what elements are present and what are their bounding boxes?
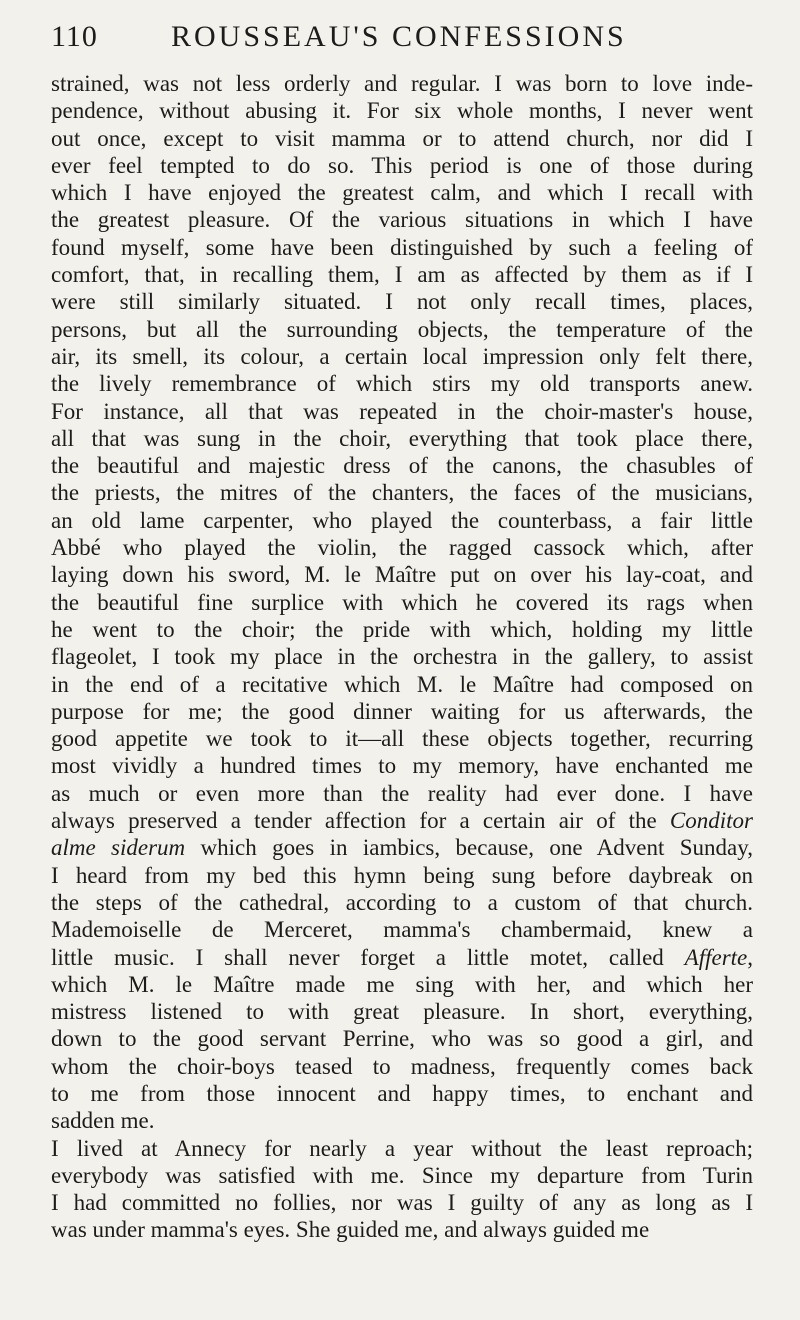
- page-number: 110: [51, 20, 98, 53]
- text-line: everybody was satisfied with me. Since my departure from Turin: [51, 1162, 753, 1188]
- text-line: down to the good servant Perrine, who was so good a girl, and: [51, 1026, 753, 1052]
- text-line: out once, except to visit mamma or to attend church, nor did I: [51, 125, 753, 151]
- text-line: ever feel tempted to do so. This period is one of those during: [51, 152, 753, 178]
- text-line: comfort, that, in recalling them, I am as affected by them as if I: [51, 262, 753, 288]
- italic-title: Afferte: [684, 944, 748, 970]
- text-line: he went to the choir; the pride with which, holding my little: [51, 616, 753, 642]
- text-line: found myself, some have been distinguished by such a feeling of: [51, 234, 753, 260]
- text-line: strained, was not less orderly and regular. I was born to love inde-: [51, 71, 753, 96]
- text-line: flageolet, I took my place in the orchestra in the gallery, to assist: [51, 644, 753, 670]
- text-line: sadden me.: [51, 1108, 155, 1134]
- text-line: the beautiful fine surplice with which he covered its rags when: [51, 589, 753, 615]
- text-line: air, its smell, its colour, a certain local impression only felt there,: [51, 343, 753, 369]
- text-line: [51, 944, 753, 971]
- text-line: the greatest pleasure. Of the various situations in which I have: [51, 207, 753, 233]
- text-segment: ,: [747, 944, 753, 970]
- text-segment: which goes in iambics, because, one Advent Sunday,: [185, 835, 753, 861]
- text-line: the beautiful and majestic dress of the canons, the chasubles of: [51, 453, 753, 479]
- text-line: in the end of a recitative which M. le Maître had composed on: [51, 671, 753, 697]
- text-line: Abbé who played the violin, the ragged cassock which, after: [51, 535, 753, 561]
- italic-title: alme siderum: [51, 835, 186, 861]
- page-header: [51, 18, 753, 58]
- text-line: I had committed no follies, nor was I guilty of any as long as I: [51, 1190, 753, 1216]
- text-line: mistress listened to with great pleasure. In short, everything,: [51, 999, 753, 1025]
- text-line: Mademoiselle de Merceret, mamma's chambermaid, knew a: [51, 917, 753, 943]
- text-segment: always preserved a tender affection for a certain air of the: [51, 808, 670, 834]
- text-line: to me from those innocent and happy times, to enchant and: [51, 1080, 753, 1106]
- text-line: I heard from my bed this hymn being sung before daybreak on: [51, 862, 753, 888]
- text-segment: little music. I shall never forget a little motet, called: [51, 944, 685, 970]
- text-line: persons, but all the surrounding objects, the temperature of the: [51, 316, 753, 342]
- italic-title: Conditor: [669, 808, 753, 834]
- text-line: good appetite we took to it—all these objects together, recurring: [51, 726, 753, 752]
- text-line: an old lame carpenter, who played the counterbass, a fair little: [51, 507, 753, 533]
- text-line: which I have enjoyed the greatest calm, and which I recall with: [51, 180, 753, 206]
- text-line: I lived at Annecy for nearly a year without the least reproach;: [51, 1135, 753, 1161]
- text-line: the lively remembrance of which stirs my old transports anew.: [51, 371, 753, 397]
- book-page: [51, 18, 753, 1298]
- text-line: laying down his sword, M. le Maître put on over his lay-coat, and: [51, 562, 753, 588]
- text-line: whom the choir-boys teased to madness, frequently comes back: [51, 1053, 753, 1079]
- text-line: [51, 807, 753, 834]
- text-line: was under mamma's eyes. She guided me, and always guided me: [51, 1217, 650, 1243]
- text-line: most vividly a hundred times to my memory, have enchanted me: [51, 753, 753, 779]
- running-head: ROUSSEAU'S CONFESSIONS: [171, 20, 627, 53]
- text-line: which M. le Maître made me sing with her, and which her: [51, 971, 753, 997]
- body-text: [51, 70, 753, 1244]
- text-line: the steps of the cathedral, according to a custom of that church.: [51, 889, 753, 915]
- text-line: pendence, without abusing it. For six whole months, I never went: [51, 98, 753, 124]
- text-line: purpose for me; the good dinner waiting for us afterwards, the: [51, 698, 753, 724]
- text-line: For instance, all that was repeated in the choir-master's house,: [51, 398, 753, 424]
- text-line: were still similarly situated. I not only recall times, places,: [51, 289, 753, 315]
- text-line: the priests, the mitres of the chanters, the faces of the musicians,: [51, 480, 753, 506]
- text-line: as much or even more than the reality had ever done. I have: [51, 780, 753, 806]
- text-line: [51, 834, 753, 861]
- text-line: all that was sung in the choir, everything that took place there,: [51, 425, 753, 451]
